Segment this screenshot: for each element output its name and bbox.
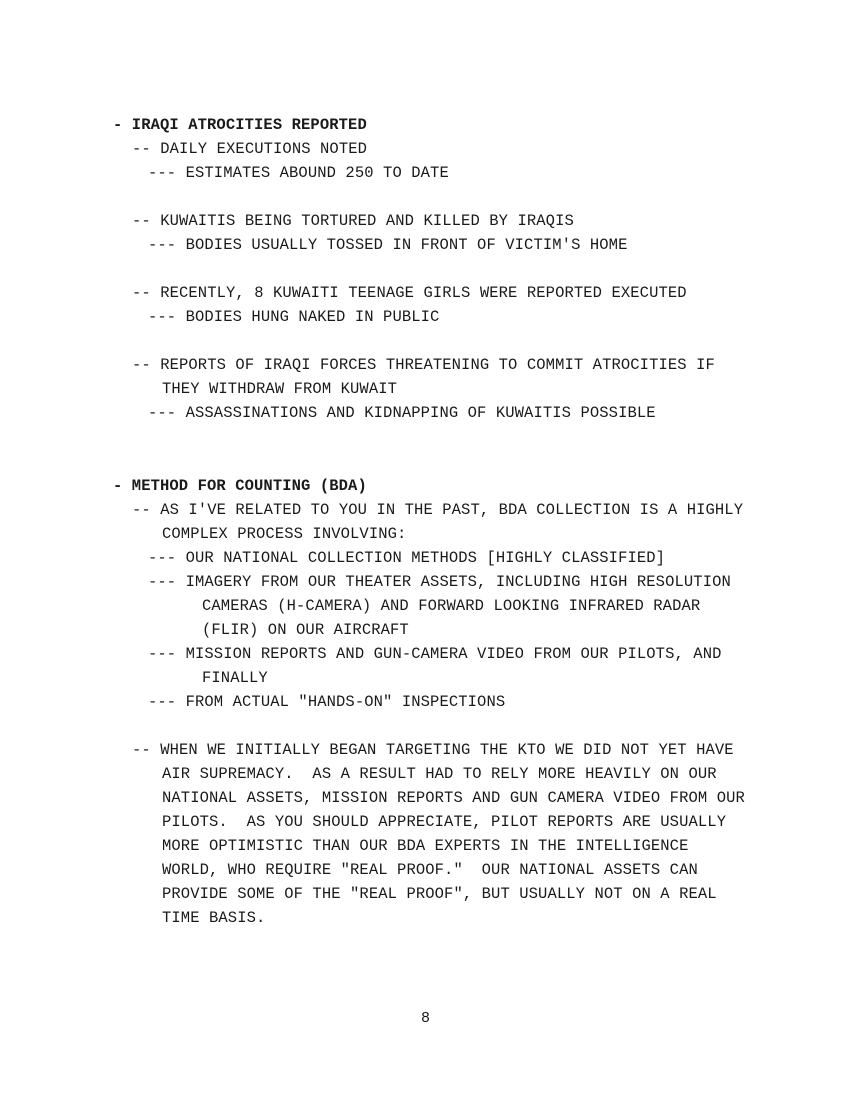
section-heading: - METHOD FOR COUNTING (BDA) bbox=[113, 477, 367, 495]
bullet-continuation: PILOTS. AS YOU SHOULD APPRECIATE, PILOT REPORTS ARE USUALLY bbox=[162, 813, 727, 831]
section-heading: - IRAQI ATROCITIES REPORTED bbox=[113, 116, 367, 134]
bullet-line: --- BODIES USUALLY TOSSED IN FRONT OF VICTIM'S HOME bbox=[148, 236, 628, 254]
bullet-continuation: FINALLY bbox=[202, 669, 268, 687]
bullet-continuation: PROVIDE SOME OF THE "REAL PROOF", BUT USUALLY NOT ON A REAL bbox=[162, 885, 717, 903]
bullet-line: -- KUWAITIS BEING TORTURED AND KILLED BY IRAQIS bbox=[132, 212, 574, 230]
bullet-continuation: WORLD, WHO REQUIRE "REAL PROOF." OUR NATIONAL ASSETS CAN bbox=[162, 861, 698, 879]
bullet-line: --- OUR NATIONAL COLLECTION METHODS [HIGHLY CLASSIFIED] bbox=[148, 549, 666, 567]
bullet-continuation: (FLIR) ON OUR AIRCRAFT bbox=[202, 621, 409, 639]
bullet-line: --- ESTIMATES ABOUND 250 TO DATE bbox=[148, 164, 449, 182]
bullet-line: --- ASSASSINATIONS AND KIDNAPPING OF KUWAITIS POSSIBLE bbox=[148, 404, 656, 422]
page-number: 8 bbox=[421, 1010, 431, 1027]
bullet-continuation: TIME BASIS. bbox=[162, 909, 266, 927]
bullet-line: --- BODIES HUNG NAKED IN PUBLIC bbox=[148, 308, 440, 326]
bullet-line: --- FROM ACTUAL "HANDS-ON" INSPECTIONS bbox=[148, 693, 506, 711]
bullet-continuation: COMPLEX PROCESS INVOLVING: bbox=[162, 525, 407, 543]
bullet-continuation: MORE OPTIMISTIC THAN OUR BDA EXPERTS IN THE INTELLIGENCE bbox=[162, 837, 689, 855]
bullet-line: --- IMAGERY FROM OUR THEATER ASSETS, INCLUDING HIGH RESOLUTION bbox=[148, 573, 731, 591]
bullet-line: -- WHEN WE INITIALLY BEGAN TARGETING THE KTO WE DID NOT YET HAVE bbox=[132, 741, 734, 759]
bullet-continuation: THEY WITHDRAW FROM KUWAIT bbox=[162, 380, 398, 398]
bullet-continuation: NATIONAL ASSETS, MISSION REPORTS AND GUN CAMERA VIDEO FROM OUR bbox=[162, 789, 745, 807]
bullet-line: -- RECENTLY, 8 KUWAITI TEENAGE GIRLS WERE REPORTED EXECUTED bbox=[132, 284, 687, 302]
bullet-continuation: AIR SUPREMACY. AS A RESULT HAD TO RELY MORE HEAVILY ON OUR bbox=[162, 765, 717, 783]
bullet-line: -- AS I'VE RELATED TO YOU IN THE PAST, BDA COLLECTION IS A HIGHLY bbox=[132, 501, 744, 519]
bullet-line: --- MISSION REPORTS AND GUN-CAMERA VIDEO FROM OUR PILOTS, AND bbox=[148, 645, 722, 663]
bullet-line: -- DAILY EXECUTIONS NOTED bbox=[132, 140, 368, 158]
bullet-line: -- REPORTS OF IRAQI FORCES THREATENING TO COMMIT ATROCITIES IF bbox=[132, 356, 715, 374]
bullet-continuation: CAMERAS (H-CAMERA) AND FORWARD LOOKING INFRARED RADAR bbox=[202, 597, 701, 615]
